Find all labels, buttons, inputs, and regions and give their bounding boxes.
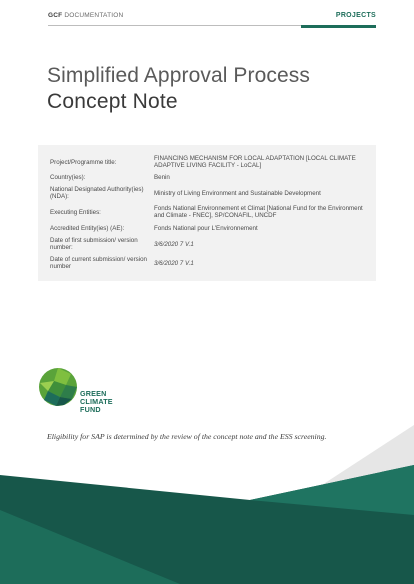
info-label: Accredited Entity(ies) (AE): — [50, 225, 125, 232]
doc-type-label — [48, 12, 123, 19]
page-title: Simplified Approval Process — [47, 64, 310, 87]
section-label: PROJECTS — [335, 12, 376, 19]
info-value: 3/6/2020 7 V.1 — [154, 241, 194, 248]
info-value: Fonds National pour L'Environnement — [154, 225, 258, 232]
gcf-logo-text — [80, 390, 113, 415]
page-subtitle: Concept Note — [47, 90, 178, 113]
info-value: Benin — [154, 174, 170, 181]
info-label: Country(ies): — [50, 174, 86, 181]
gcf-globe-logo — [38, 367, 78, 407]
eligibility-note: Eligibility for SAP is determined by the review of the concept note and the ESS screening. — [47, 432, 327, 441]
header-accent-bar — [301, 25, 376, 28]
info-value: Ministry of Living Environment and Sustainable Development — [154, 190, 321, 197]
logo-line-2: CLIMATE — [80, 397, 113, 407]
info-label: National Designated Authority(ies) (NDA): — [50, 186, 144, 201]
doc-type-bold: GCF — [48, 12, 63, 19]
info-value: FINANCING MECHANISM FOR LOCAL ADAPTATION [LOCAL CLIMATE ADAPTIVE LIVING FACILITY - LoCAL] — [154, 155, 356, 170]
logo-line-3: FUND — [80, 405, 101, 415]
logo-line-1: GREEN — [80, 389, 107, 398]
info-value: 3/6/2020 7 V.1 — [154, 260, 194, 267]
info-label: Date of current submission/ version number — [50, 256, 147, 271]
info-label: Executing Entities: — [50, 209, 101, 216]
doc-type-text: DOCUMENTATION — [64, 12, 124, 19]
footer-graphic — [0, 395, 414, 584]
info-value: Fonds National Environnement et Climat [National Fund for the Environment and Climate - FNEC], SP/CONAFIL, UNCDF — [154, 205, 363, 220]
info-label: Date of first submission/ version number: — [50, 237, 138, 252]
info-label: Project/Programme title: — [50, 159, 117, 166]
project-info-box — [38, 145, 376, 281]
